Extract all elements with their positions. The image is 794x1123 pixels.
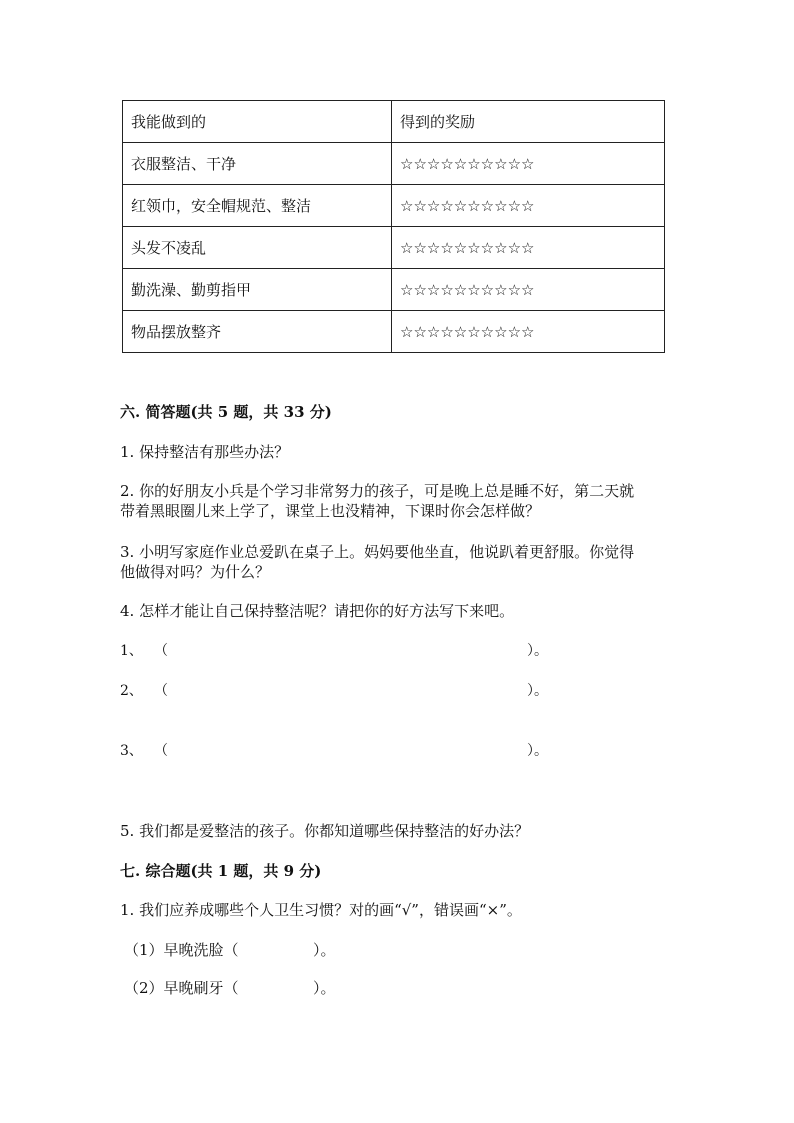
answer-blank[interactable] [120, 680, 548, 700]
row-item: 红领巾，安全帽规范、整洁 [123, 185, 392, 227]
blank-number: 3、 [120, 743, 143, 759]
habit-item[interactable] [124, 939, 336, 960]
close-paren: ）。 [527, 743, 548, 759]
question-2-line2: 带着黑眼圈儿来上学了，课堂上也没精神，下课时你会怎样做？ [120, 502, 541, 520]
table-header-row [123, 101, 665, 143]
row-stars: ☆☆☆☆☆☆☆☆☆☆ [392, 311, 665, 353]
table-row [123, 227, 665, 269]
blank-number: 2、 [120, 683, 143, 699]
close-paren: ）。 [313, 979, 336, 997]
row-stars: ☆☆☆☆☆☆☆☆☆☆ [392, 143, 665, 185]
row-stars: ☆☆☆☆☆☆☆☆☆☆ [392, 269, 665, 311]
answer-blank[interactable] [120, 640, 548, 660]
habit-label: （2）早晚刷牙（ [124, 979, 239, 997]
table-row [123, 185, 665, 227]
question-5: 5. 我们都是爱整洁的孩子。你都知道哪些保持整洁的好办法？ [120, 822, 530, 840]
habit-item[interactable] [124, 977, 336, 998]
answer-blank[interactable] [120, 740, 548, 760]
row-item: 物品摆放整齐 [123, 311, 392, 353]
close-paren: ）。 [527, 683, 548, 699]
question-3-line1: 3. 小明写家庭作业总爱趴在桌子上。妈妈要他坐直，他说趴着更舒服。你觉得 [120, 543, 635, 561]
question-4: 4. 怎样才能让自己保持整洁呢？请把你的好方法写下来吧。 [120, 602, 515, 620]
row-item: 勤洗澡、勤剪指甲 [123, 269, 392, 311]
open-paren: （ [154, 743, 168, 759]
close-paren: ）。 [313, 941, 336, 959]
open-paren: （ [154, 683, 168, 699]
section6-heading: 六. 简答题(共 5 题，共 33 分) [120, 403, 332, 421]
table-row [123, 269, 665, 311]
close-paren: ）。 [527, 643, 548, 659]
row-stars: ☆☆☆☆☆☆☆☆☆☆ [392, 185, 665, 227]
question-3-line2: 他做得对吗？为什么？ [120, 563, 271, 581]
row-stars: ☆☆☆☆☆☆☆☆☆☆ [392, 227, 665, 269]
open-paren: （ [154, 643, 168, 659]
row-item: 衣服整洁、干净 [123, 143, 392, 185]
section7-question-1: 1. 我们应养成哪些个人卫生习惯？对的画“√”，错误画“×”。 [120, 901, 522, 919]
question-2-line1: 2. 你的好朋友小兵是个学习非常努力的孩子，可是晚上总是睡不好，第二天就 [120, 482, 635, 500]
header-can-do: 我能做到的 [123, 101, 392, 143]
section7-heading: 七. 综合题(共 1 题，共 9 分) [120, 862, 322, 880]
row-item: 头发不凌乱 [123, 227, 392, 269]
reward-table [122, 100, 665, 353]
table-row [123, 311, 665, 353]
blank-number: 1、 [120, 643, 143, 659]
header-reward: 得到的奖励 [392, 101, 665, 143]
table-row [123, 143, 665, 185]
habit-label: （1）早晚洗脸（ [124, 941, 239, 959]
question-1: 1. 保持整洁有那些办法？ [120, 443, 290, 461]
